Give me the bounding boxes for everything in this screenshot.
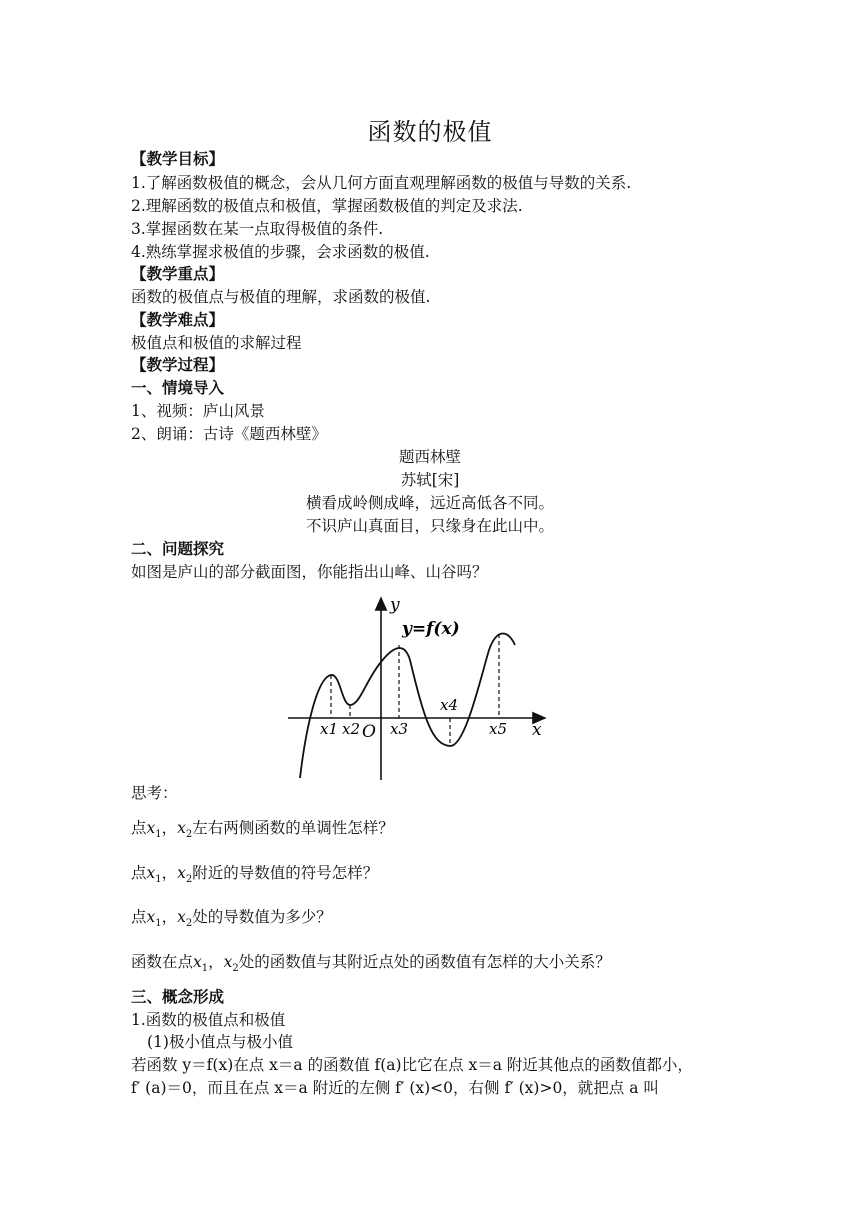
objective-item: 1.了解函数极值的概念，会从几何方面直观理解函数的极值与导数的关系.: [131, 174, 632, 192]
section1-item: 1、视频：庐山风景: [131, 402, 265, 420]
x-axis-label: x: [532, 720, 542, 740]
point-label-x2: x2: [342, 720, 361, 738]
objectives-heading: 【教学目标】: [131, 149, 225, 168]
section3-heading: 三、概念形成: [131, 987, 225, 1006]
y-axis-label: y: [390, 595, 400, 615]
poem-author: 苏轼[宋]: [400, 471, 460, 489]
objective-item: 4.熟练掌握求极值的步骤，会求函数的极值.: [131, 243, 430, 261]
function-graph: [280, 590, 560, 790]
section3-subitem: (1)极小值点与极小值: [147, 1033, 293, 1051]
think-label: 思考：: [131, 784, 178, 802]
think-question-1: 点$x_1$，$x_2$左右两侧函数的单调性怎样？: [131, 819, 394, 841]
definition-paragraph-line: 若函数 y＝f(x)在点 x＝a 的函数值 f(a)比它在点 x＝a 附近其他点的函数值都小，: [131, 1056, 693, 1074]
objective-item: 2.理解函数的极值点和极值，掌握函数极值的判定及求法.: [131, 197, 523, 215]
point-label-x3: x3: [390, 720, 409, 738]
poem-line: 横看成岭侧成峰，远近高低各不同。: [305, 494, 554, 512]
page-title: 函数的极值: [367, 118, 493, 146]
section1-heading: 一、情境导入: [131, 378, 225, 397]
origin-label: O: [362, 722, 376, 742]
section1-item: 2、朗诵：古诗《题西林壁》: [131, 425, 327, 443]
difficulties-text: 极值点和极值的求解过程: [131, 334, 302, 352]
poem-title: 题西林壁: [398, 448, 461, 466]
think-question-3: 点$x_1$，$x_2$处的导数值为多少？: [131, 908, 332, 930]
function-curve: [300, 634, 515, 778]
think-question-4: 函数在点$x_1$，$x_2$处的函数值与其附近点处的函数值有怎样的大小关系？: [131, 953, 611, 975]
key-points-heading: 【教学重点】: [131, 264, 225, 283]
section2-intro: 如图是庐山的部分截面图，你能指出山峰、山谷吗？: [131, 563, 488, 581]
definition-paragraph-line: f′ (a)＝0，而且在点 x＝a 附近的左侧 f′ (x)<0，右侧 f′ (x)>0，就把点 a 叫: [131, 1079, 659, 1097]
section2-heading: 二、问题探究: [131, 539, 225, 558]
point-label-x4: x4: [440, 696, 459, 714]
key-points-text: 函数的极值点与极值的理解，求函数的极值.: [131, 288, 431, 306]
function-label: y=f(x): [402, 619, 460, 639]
process-heading: 【教学过程】: [131, 355, 225, 374]
point-label-x5: x5: [489, 720, 508, 738]
difficulties-heading: 【教学难点】: [131, 310, 225, 329]
poem-line: 不识庐山真面目，只缘身在此山中。: [305, 517, 554, 535]
think-question-2: 点$x_1$，$x_2$附近的导数值的符号怎样？: [131, 864, 379, 886]
point-label-x1: x1: [320, 720, 339, 738]
objective-item: 3.掌握函数在某一点取得极值的条件.: [131, 220, 384, 238]
section3-item: 1.函数的极值点和极值: [131, 1011, 286, 1029]
